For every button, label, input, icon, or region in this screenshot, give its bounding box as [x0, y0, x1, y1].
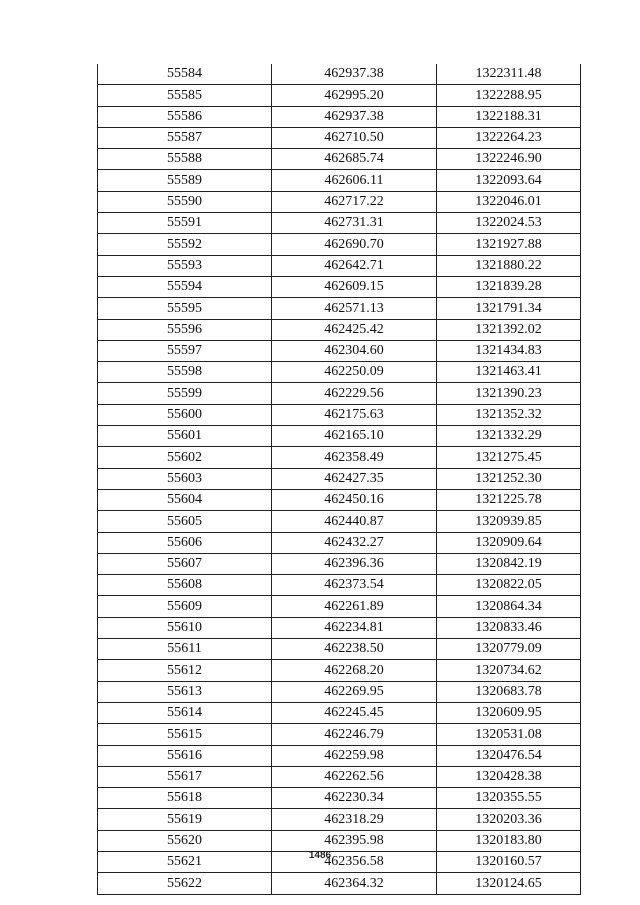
x-coordinate-cell: 462364.32	[272, 873, 437, 894]
table-row	[98, 127, 581, 148]
x-coordinate-cell: 462262.56	[272, 766, 437, 787]
y-coordinate-cell: 1320531.08	[437, 724, 581, 745]
table-row	[98, 362, 581, 383]
y-coordinate-cell: 1320124.65	[437, 873, 581, 894]
table-row	[98, 724, 581, 745]
y-coordinate-cell: 1321839.28	[437, 276, 581, 297]
table-row	[98, 532, 581, 553]
table-row	[98, 639, 581, 660]
table-row	[98, 255, 581, 276]
x-coordinate-cell: 462395.98	[272, 830, 437, 851]
x-coordinate-cell: 462229.56	[272, 383, 437, 404]
y-coordinate-cell: 1321332.29	[437, 426, 581, 447]
y-coordinate-cell: 1321390.23	[437, 383, 581, 404]
y-coordinate-cell: 1322264.23	[437, 127, 581, 148]
x-coordinate-cell: 462731.31	[272, 213, 437, 234]
x-coordinate-cell: 462571.13	[272, 298, 437, 319]
table-row	[98, 468, 581, 489]
table-row	[98, 489, 581, 510]
coordinates-table-body	[98, 64, 581, 894]
x-coordinate-cell: 462432.27	[272, 532, 437, 553]
coordinates-table	[97, 64, 581, 895]
point-id-cell: 55584	[98, 64, 272, 85]
x-coordinate-cell: 462937.38	[272, 64, 437, 85]
y-coordinate-cell: 1320683.78	[437, 681, 581, 702]
table-row	[98, 319, 581, 340]
point-id-cell: 55615	[98, 724, 272, 745]
y-coordinate-cell: 1321880.22	[437, 255, 581, 276]
y-coordinate-cell: 1322024.53	[437, 213, 581, 234]
point-id-cell: 55592	[98, 234, 272, 255]
table-row	[98, 617, 581, 638]
point-id-cell: 55610	[98, 617, 272, 638]
table-row	[98, 553, 581, 574]
x-coordinate-cell: 462373.54	[272, 575, 437, 596]
point-id-cell: 55621	[98, 851, 272, 872]
y-coordinate-cell: 1321392.02	[437, 319, 581, 340]
x-coordinate-cell: 462937.38	[272, 106, 437, 127]
x-coordinate-cell: 462995.20	[272, 85, 437, 106]
y-coordinate-cell: 1322046.01	[437, 191, 581, 212]
page-number: 1486	[308, 850, 332, 861]
point-id-cell: 55613	[98, 681, 272, 702]
table-row	[98, 106, 581, 127]
table-row	[98, 575, 581, 596]
point-id-cell: 55594	[98, 276, 272, 297]
table-row	[98, 681, 581, 702]
y-coordinate-cell: 1321927.88	[437, 234, 581, 255]
table-row	[98, 340, 581, 361]
y-coordinate-cell: 1321252.30	[437, 468, 581, 489]
y-coordinate-cell: 1321275.45	[437, 447, 581, 468]
point-id-cell: 55616	[98, 745, 272, 766]
y-coordinate-cell: 1322288.95	[437, 85, 581, 106]
x-coordinate-cell: 462717.22	[272, 191, 437, 212]
x-coordinate-cell: 462269.95	[272, 681, 437, 702]
table-row	[98, 596, 581, 617]
table-row	[98, 745, 581, 766]
point-id-cell: 55608	[98, 575, 272, 596]
point-id-cell: 55606	[98, 532, 272, 553]
y-coordinate-cell: 1321791.34	[437, 298, 581, 319]
point-id-cell: 55590	[98, 191, 272, 212]
x-coordinate-cell: 462259.98	[272, 745, 437, 766]
x-coordinate-cell: 462710.50	[272, 127, 437, 148]
table-row	[98, 788, 581, 809]
point-id-cell: 55611	[98, 639, 272, 660]
x-coordinate-cell: 462165.10	[272, 426, 437, 447]
y-coordinate-cell: 1320939.85	[437, 511, 581, 532]
x-coordinate-cell: 462358.49	[272, 447, 437, 468]
point-id-cell: 55619	[98, 809, 272, 830]
x-coordinate-cell: 462246.79	[272, 724, 437, 745]
point-id-cell: 55588	[98, 149, 272, 170]
x-coordinate-cell: 462356.58	[272, 851, 437, 872]
point-id-cell: 55596	[98, 319, 272, 340]
x-coordinate-cell: 462250.09	[272, 362, 437, 383]
y-coordinate-cell: 1320779.09	[437, 639, 581, 660]
y-coordinate-cell: 1320428.38	[437, 766, 581, 787]
point-id-cell: 55600	[98, 404, 272, 425]
point-id-cell: 55585	[98, 85, 272, 106]
y-coordinate-cell: 1321225.78	[437, 489, 581, 510]
table-row	[98, 191, 581, 212]
x-coordinate-cell: 462268.20	[272, 660, 437, 681]
x-coordinate-cell: 462606.11	[272, 170, 437, 191]
point-id-cell: 55586	[98, 106, 272, 127]
x-coordinate-cell: 462230.34	[272, 788, 437, 809]
y-coordinate-cell: 1321434.83	[437, 340, 581, 361]
point-id-cell: 55620	[98, 830, 272, 851]
table-row	[98, 830, 581, 851]
x-coordinate-cell: 462609.15	[272, 276, 437, 297]
y-coordinate-cell: 1320864.34	[437, 596, 581, 617]
x-coordinate-cell: 462440.87	[272, 511, 437, 532]
y-coordinate-cell: 1320203.36	[437, 809, 581, 830]
table-row	[98, 511, 581, 532]
y-coordinate-cell: 1320842.19	[437, 553, 581, 574]
point-id-cell: 55614	[98, 702, 272, 723]
table-row	[98, 149, 581, 170]
y-coordinate-cell: 1321352.32	[437, 404, 581, 425]
y-coordinate-cell: 1320909.64	[437, 532, 581, 553]
y-coordinate-cell: 1320160.57	[437, 851, 581, 872]
point-id-cell: 55595	[98, 298, 272, 319]
point-id-cell: 55604	[98, 489, 272, 510]
x-coordinate-cell: 462690.70	[272, 234, 437, 255]
x-coordinate-cell: 462685.74	[272, 149, 437, 170]
y-coordinate-cell: 1320355.55	[437, 788, 581, 809]
y-coordinate-cell: 1322246.90	[437, 149, 581, 170]
table-row	[98, 660, 581, 681]
y-coordinate-cell: 1320734.62	[437, 660, 581, 681]
y-coordinate-cell: 1321463.41	[437, 362, 581, 383]
point-id-cell: 55617	[98, 766, 272, 787]
point-id-cell: 55591	[98, 213, 272, 234]
point-id-cell: 55609	[98, 596, 272, 617]
table-row	[98, 170, 581, 191]
y-coordinate-cell: 1320833.46	[437, 617, 581, 638]
y-coordinate-cell: 1322093.64	[437, 170, 581, 191]
y-coordinate-cell: 1322188.31	[437, 106, 581, 127]
x-coordinate-cell: 462427.35	[272, 468, 437, 489]
table-row	[98, 766, 581, 787]
x-coordinate-cell: 462318.29	[272, 809, 437, 830]
x-coordinate-cell: 462450.16	[272, 489, 437, 510]
table-row	[98, 383, 581, 404]
point-id-cell: 55593	[98, 255, 272, 276]
point-id-cell: 55622	[98, 873, 272, 894]
x-coordinate-cell: 462238.50	[272, 639, 437, 660]
point-id-cell: 55597	[98, 340, 272, 361]
point-id-cell: 55605	[98, 511, 272, 532]
y-coordinate-cell: 1320476.54	[437, 745, 581, 766]
point-id-cell: 55612	[98, 660, 272, 681]
table-row	[98, 809, 581, 830]
y-coordinate-cell: 1320822.05	[437, 575, 581, 596]
point-id-cell: 55618	[98, 788, 272, 809]
table-row	[98, 213, 581, 234]
point-id-cell: 55589	[98, 170, 272, 191]
point-id-cell: 55598	[98, 362, 272, 383]
table-row	[98, 404, 581, 425]
x-coordinate-cell: 462396.36	[272, 553, 437, 574]
y-coordinate-cell: 1320183.80	[437, 830, 581, 851]
table-row	[98, 234, 581, 255]
point-id-cell: 55601	[98, 426, 272, 447]
x-coordinate-cell: 462642.71	[272, 255, 437, 276]
x-coordinate-cell: 462245.45	[272, 702, 437, 723]
table-row	[98, 85, 581, 106]
x-coordinate-cell: 462175.63	[272, 404, 437, 425]
point-id-cell: 55602	[98, 447, 272, 468]
point-id-cell: 55603	[98, 468, 272, 489]
y-coordinate-cell: 1320609.95	[437, 702, 581, 723]
table-row	[98, 447, 581, 468]
point-id-cell: 55607	[98, 553, 272, 574]
table-row	[98, 298, 581, 319]
x-coordinate-cell: 462234.81	[272, 617, 437, 638]
x-coordinate-cell: 462261.89	[272, 596, 437, 617]
table-row	[98, 64, 581, 85]
x-coordinate-cell: 462304.60	[272, 340, 437, 361]
y-coordinate-cell: 1322311.48	[437, 64, 581, 85]
table-row	[98, 873, 581, 894]
point-id-cell: 55599	[98, 383, 272, 404]
table-row	[98, 702, 581, 723]
table-row	[98, 276, 581, 297]
point-id-cell: 55587	[98, 127, 272, 148]
x-coordinate-cell: 462425.42	[272, 319, 437, 340]
table-row	[98, 426, 581, 447]
